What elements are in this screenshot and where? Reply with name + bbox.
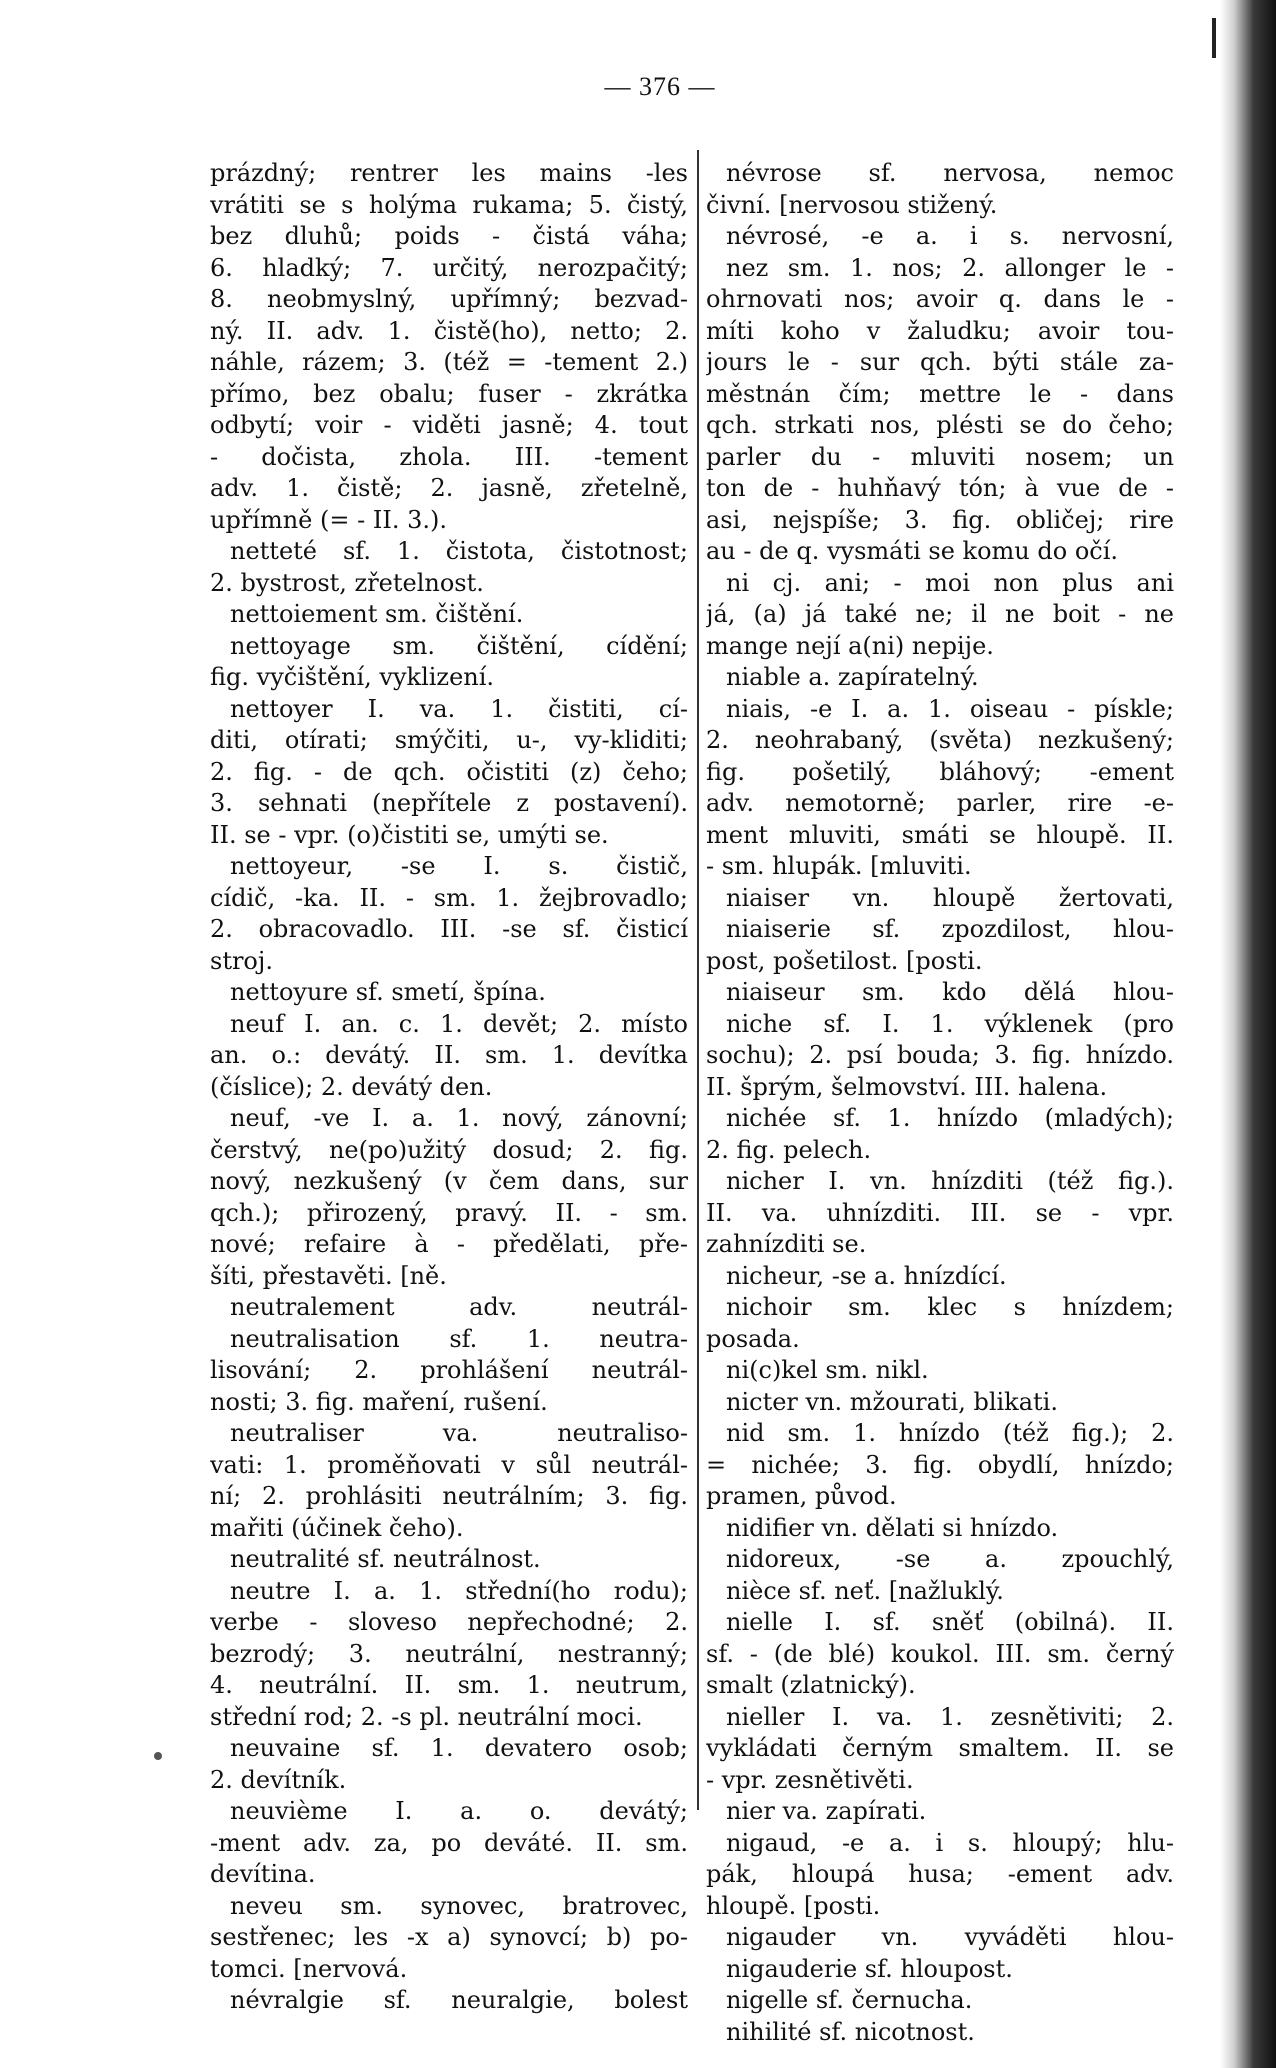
dictionary-line: asi, nejspíše; 3. fig. obličej; rire (706, 505, 1174, 534)
dictionary-line: nigauder vn. vyváděti hlou- (726, 1923, 1174, 1951)
dictionary-line: vati: 1. proměňovati v sůl neutrál- (210, 1450, 688, 1479)
dictionary-line: hloupě. [posti. (706, 1891, 881, 1920)
dictionary-line: névralgie sf. neuralgie, bolest (230, 1986, 688, 2014)
dictionary-line: nichoir sm. klec s hnízdem; (726, 1293, 1174, 1321)
dictionary-line: tomci. [nervová. (210, 1954, 408, 1983)
dictionary-line: nicter vn. mžourati, blikati. (726, 1387, 1058, 1416)
dictionary-line: II. va. uhnízditi. III. se - vpr. (706, 1198, 1174, 1227)
dictionary-line: 6. hladký; 7. určitý, nerozpačitý; (210, 253, 688, 282)
dictionary-line: niaiserie sf. zpozdilost, hlou- (726, 915, 1174, 943)
dictionary-line: neutralisation sf. 1. neutra- (230, 1324, 688, 1353)
dictionary-line: qch.); přirozený, pravý. II. - sm. (210, 1198, 688, 1227)
dictionary-line: čivní. [nervosou stižený. (706, 190, 998, 219)
dictionary-line: nièce sf. neť. [nažluklý. (726, 1576, 1004, 1605)
dictionary-line: nihilité sf. nicotnost. (726, 2017, 975, 2046)
dictionary-line: nidifier vn. dělati si hnízdo. (726, 1513, 1059, 1542)
dictionary-line: 4. neutrální. II. sm. 1. neutrum, (210, 1671, 688, 1699)
dictionary-line: an. o.: devátý. II. sm. 1. devítka (210, 1041, 688, 1069)
dictionary-line: 2. bystrost, zřetelnost. (210, 568, 484, 597)
column-divider (697, 150, 699, 1810)
dictionary-line: ní; 2. prohlásiti neutrálním; 3. fig. (210, 1482, 688, 1510)
dictionary-line: ohrnovati nos; avoir q. dans le - (706, 285, 1174, 313)
dictionary-line: nosti; 3. fig. maření, rušení. (210, 1387, 548, 1416)
dictionary-line: nové; refaire à - předělati, pře- (210, 1230, 688, 1258)
dictionary-line: smalt (zlatnický). (706, 1671, 916, 1699)
dictionary-line: - sm. hlupák. [mluviti. (706, 852, 972, 880)
dictionary-line: neutralement adv. neutrál- (230, 1293, 688, 1321)
dictionary-line: ton de - huhňavý tón; à vue de - (706, 474, 1174, 502)
dictionary-line: nier va. zapírati. (726, 1797, 927, 1825)
dictionary-line: nidoreux, -se a. zpouchlý, (726, 1545, 1174, 1573)
dictionary-line: nez sm. 1. nos; 2. allonger le - (726, 253, 1174, 282)
dictionary-line: nicheur, -se a. hnízdící. (726, 1261, 1007, 1290)
dictionary-line: přímo, bez obalu; fuser - zkrátka (210, 379, 688, 408)
dictionary-line: 2. devítník. (210, 1765, 347, 1794)
dictionary-line: posada. (706, 1324, 800, 1353)
dictionary-line: sochu); 2. psí bouda; 3. fig. hnízdo. (706, 1041, 1174, 1069)
dictionary-line: netteté sf. 1. čistota, čistotnost; (230, 537, 688, 565)
dictionary-line: nigaud, -e a. i s. hloupý; hlu- (726, 1828, 1174, 1857)
dictionary-line: nicher I. vn. hnízditi (též fig.). (726, 1167, 1174, 1195)
dictionary-line: neveu sm. synovec, bratrovec, (230, 1891, 688, 1920)
dictionary-line: jours le - sur qch. býti stále za- (706, 348, 1174, 376)
dictionary-line: II. šprým, šelmovství. III. halena. (706, 1072, 1108, 1101)
margin-dot (154, 1752, 162, 1760)
dictionary-line: sestřenec; les -x a) synovcí; b) po- (210, 1923, 688, 1951)
dictionary-line: šíti, přestavěti. [ně. (210, 1261, 447, 1290)
dictionary-line: ný. II. adv. 1. čistě(ho), netto; 2. (210, 316, 688, 345)
dictionary-line: niche sf. I. 1. výklenek (pro (726, 1009, 1174, 1038)
dictionary-line: post, pošetilost. [posti. (706, 946, 983, 975)
dictionary-line: náhle, rázem; 3. (též = -tement 2.) (210, 348, 688, 376)
dictionary-line: niable a. zapíratelný. (726, 663, 979, 691)
dictionary-line: neutre I. a. 1. střední(ho rodu); (230, 1576, 688, 1605)
dictionary-line: nid sm. 1. hnízdo (též fig.); 2. (726, 1419, 1174, 1447)
dictionary-line: bez dluhů; poids - čistá váha; (210, 222, 688, 250)
dictionary-line: čerstvý, ne(po)užitý dosud; 2. fig. (210, 1135, 688, 1164)
dictionary-line: fig. pošetilý, bláhový; -ement (706, 757, 1174, 786)
dictionary-line: mařiti (účinek čeho). (210, 1513, 464, 1542)
dictionary-line: nigelle sf. černucha. (726, 1986, 973, 2014)
dictionary-line: pramen, původ. (706, 1482, 897, 1510)
dictionary-line: mange nejí a(ni) nepije. (706, 631, 994, 660)
dictionary-line: névrosé, -e a. i s. nervosní, (726, 222, 1174, 250)
dictionary-line: stroj. (210, 946, 273, 975)
dictionary-line: nettoiement sm. čištění. (230, 600, 524, 628)
dictionary-line: fig. vyčištění, vyklizení. (210, 663, 495, 691)
dictionary-line: cídič, -ka. II. - sm. 1. žejbrovadlo; (210, 883, 688, 912)
dictionary-line: nichée sf. 1. hnízdo (mladých); (726, 1104, 1174, 1132)
dictionary-line: ni cj. ani; - moi non plus ani (726, 568, 1174, 597)
dictionary-line: 2. obracovadlo. III. -se sf. čisticí (210, 915, 688, 943)
dictionary-line: neuvième I. a. o. devátý; (230, 1797, 688, 1825)
dictionary-line: qch. strkati nos, plésti se do čeho; (706, 411, 1174, 439)
dictionary-line: pák, hloupá husa; -ement adv. (706, 1860, 1174, 1888)
dictionary-line: - vpr. zesnětivěti. (706, 1765, 914, 1794)
dictionary-line: = nichée; 3. fig. obydlí, hnízdo; (706, 1450, 1174, 1479)
dictionary-line: neuvaine sf. 1. devatero osob; (230, 1734, 688, 1762)
dictionary-line: adv. 1. čistě; 2. jasně, zřetelně, (210, 474, 688, 502)
dictionary-line: nigauderie sf. hloupost. (726, 1954, 1013, 1983)
dictionary-line: 3. sehnati (nepřítele z postavení). (210, 789, 688, 817)
dictionary-line: - dočista, zhola. III. -tement (210, 442, 688, 471)
dictionary-line: bezrodý; 3. neutrální, nestranný; (210, 1639, 688, 1668)
dictionary-line: diti, otírati; smýčiti, u-, vy-kliditi; (210, 726, 688, 754)
scan-edge-shadow (1220, 0, 1276, 2068)
dictionary-line: lisování; 2. prohlášení neutrál- (210, 1356, 688, 1384)
dictionary-line: vrátiti se s holýma rukama; 5. čistý, (210, 190, 688, 219)
dictionary-line: verbe - sloveso nepřechodné; 2. (210, 1608, 688, 1636)
dictionary-line: prázdný; rentrer les mains -les (210, 159, 688, 187)
dictionary-line: ment mluviti, smáti se hloupě. II. (706, 820, 1174, 849)
dictionary-line: zahnízditi se. (706, 1230, 867, 1258)
dictionary-line: -ment adv. za, po deváté. II. sm. (210, 1828, 688, 1857)
dictionary-line: névrose sf. nervosa, nemoc (726, 159, 1174, 187)
dictionary-line: nettoyeur, -se I. s. čistič, (230, 852, 688, 880)
scan-mark (1212, 18, 1216, 58)
dictionary-line: neuf I. an. c. 1. devět; 2. místo (230, 1009, 688, 1038)
dictionary-line: niais, -e I. a. 1. oiseau - pískle; (726, 694, 1174, 723)
dictionary-line: 8. neobmyslný, upřímný; bezvad- (210, 285, 688, 313)
dictionary-line: devítina. (210, 1860, 316, 1888)
right-column (706, 158, 1174, 2048)
dictionary-line: ni(c)kel sm. nikl. (726, 1356, 929, 1384)
dictionary-line: upřímně (= - II. 3.). (210, 505, 447, 534)
dictionary-line: 2. fig. pelech. (706, 1135, 872, 1164)
dictionary-line: městnán čím; mettre le - dans (706, 379, 1174, 408)
dictionary-line: nettoyage sm. čištění, cídění; (230, 631, 688, 660)
dictionary-line: 2. neohrabaný, (světa) nezkušený; (706, 726, 1174, 754)
dictionary-line: nettoyer I. va. 1. čistiti, cí- (230, 694, 688, 723)
dictionary-line: vykládati černým smaltem. II. se (706, 1734, 1174, 1762)
dictionary-line: míti koho v žaludku; avoir tou- (706, 316, 1174, 345)
dictionary-line: neutralité sf. neutrálnost. (230, 1545, 541, 1573)
left-column (210, 158, 688, 2017)
dictionary-line: odbytí; voir - viděti jasně; 4. tout (210, 411, 688, 439)
dictionary-line: parler du - mluviti nosem; un (706, 442, 1174, 471)
dictionary-line: neuf, -ve I. a. 1. nový, zánovní; (230, 1104, 688, 1132)
dictionary-line: nový, nezkušený (v čem dans, sur (210, 1167, 688, 1195)
dictionary-line: adv. nemotorně; parler, rire -e- (706, 789, 1174, 817)
dictionary-line: 2. fig. - de qch. očistiti (z) čeho; (210, 757, 688, 786)
dictionary-line: sf. - (de blé) koukol. III. sm. černý (706, 1639, 1174, 1668)
dictionary-line: já, (a) já také ne; il ne boit - ne (706, 600, 1174, 628)
dictionary-line: niaiseur sm. kdo dělá hlou- (726, 978, 1174, 1006)
dictionary-line: nieller I. va. 1. zesnětiviti; 2. (726, 1702, 1174, 1731)
dictionary-line: střední rod; 2. -s pl. neutrální moci. (210, 1702, 643, 1731)
dictionary-line: (číslice); 2. devátý den. (210, 1072, 493, 1101)
dictionary-line: nettoyure sf. smetí, špína. (230, 978, 546, 1006)
dictionary-line: nielle I. sf. sněť (obilná). II. (726, 1608, 1174, 1636)
dictionary-line: au - de q. vysmáti se komu do očí. (706, 537, 1119, 565)
dictionary-line: niaiser vn. hloupě žertovati, (726, 883, 1174, 912)
page-number: — 376 — (604, 72, 716, 101)
dictionary-line: neutraliser va. neutraliso- (230, 1419, 688, 1447)
dictionary-line: II. se - vpr. (o)čistiti se, umýti se. (210, 820, 609, 849)
